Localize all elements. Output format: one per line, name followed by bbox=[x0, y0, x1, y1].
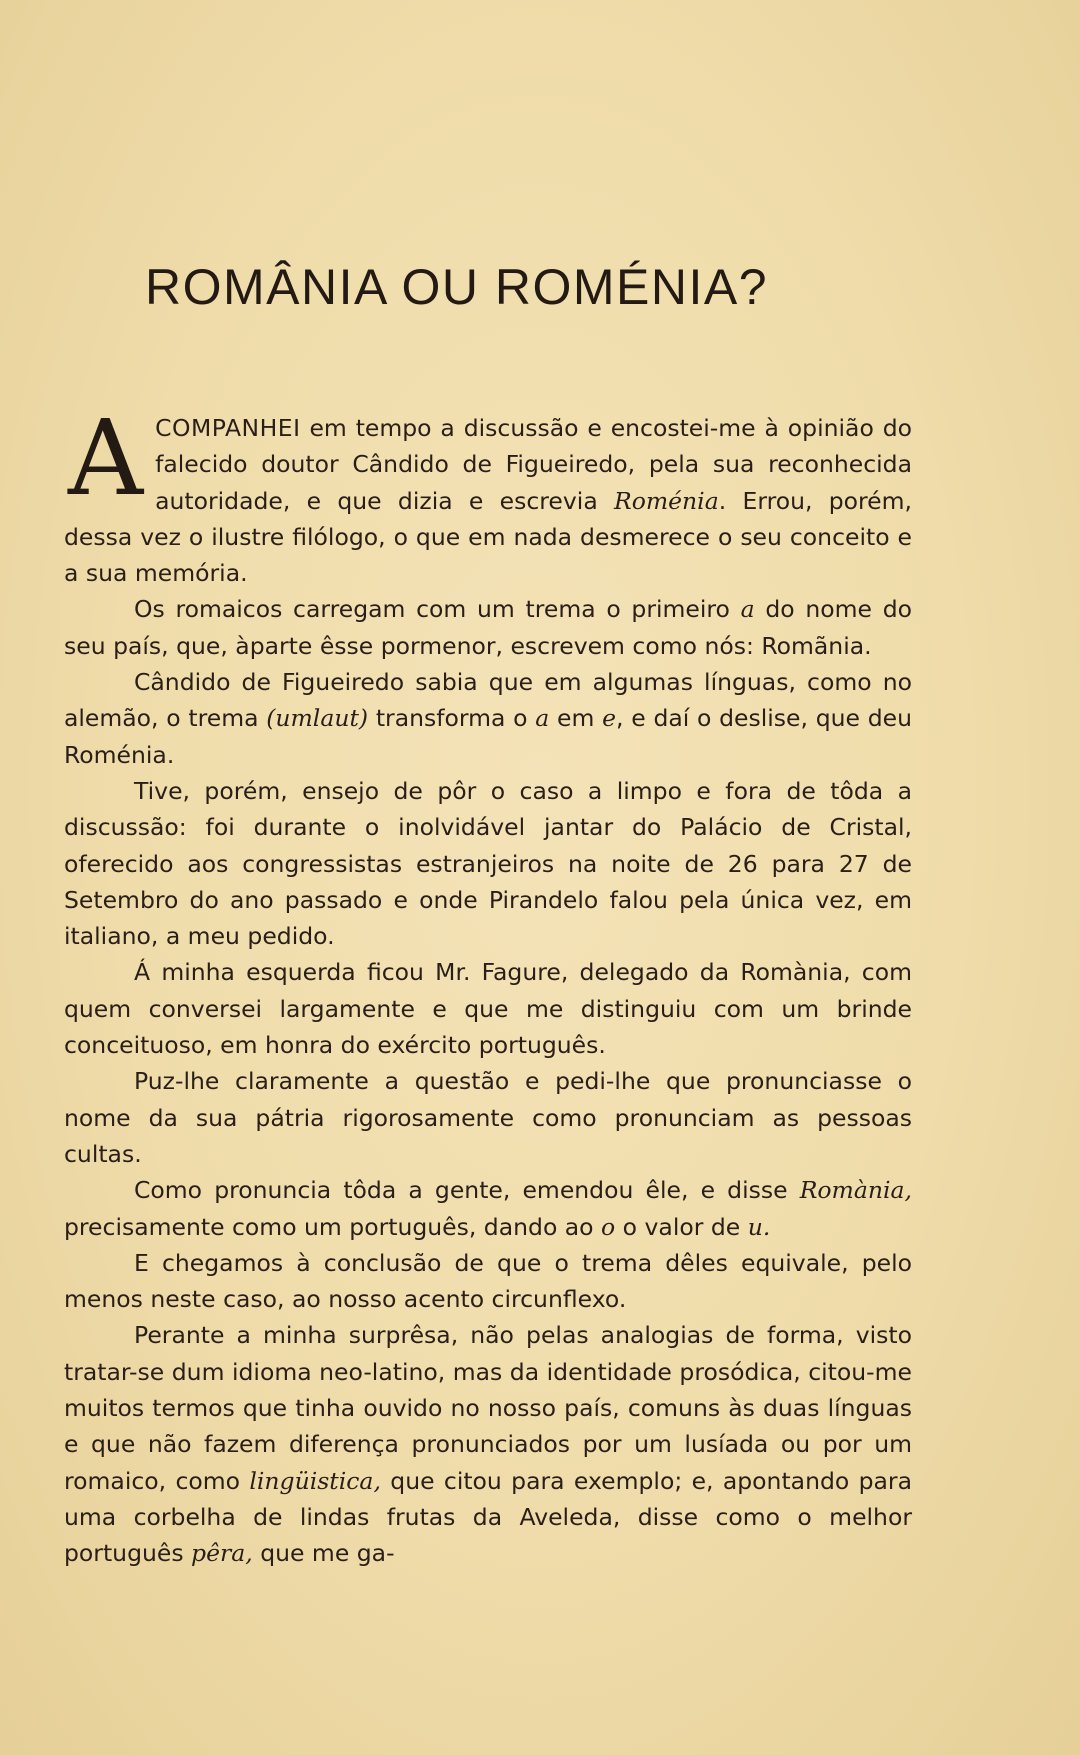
emphasis-umlaut: (umlaut) bbox=[266, 704, 369, 733]
paragraph-1-rest: . Errou, porém, dessa vez o ilustre filólogo, o que em nada desmerece o seu conceito e a sua memória. bbox=[64, 486, 912, 588]
paragraph-1-text: em tempo a discussão e encostei-me à opinião do falecido doutor Cândido de Figueiredo, pela sua reconhecida autoridade, e que dizia e escrevia bbox=[155, 414, 912, 515]
paragraph-9 bbox=[64, 1317, 912, 1571]
lead-word: COMPANHEI bbox=[155, 414, 301, 442]
paragraph-7-part-b: precisamente como um português, dando ao bbox=[64, 1212, 602, 1241]
paragraph-9-part-b: que citou para exemplo; e, apontando para uma corbelha de lindas frutas da Aveleda, disse como o melhor português bbox=[64, 1466, 912, 1568]
emphasis-linguistica: lingüistica, bbox=[249, 1466, 381, 1495]
paragraph-2 bbox=[64, 591, 912, 664]
paragraph-1 bbox=[64, 397, 912, 591]
paragraph-7-part-c: o valor de bbox=[615, 1212, 748, 1241]
emphasis-e-letter: e bbox=[602, 704, 617, 733]
emphasis-romenia: Roménia bbox=[614, 486, 719, 515]
page-title: ROMÂNIA OU ROMÉNIA? bbox=[145, 259, 769, 315]
paragraph-6: Puz-lhe claramente a questão e pedi-lhe que pronunciasse o nome da sua pátria rigorosamente como pronunciam as pessoas cultas. bbox=[64, 1067, 912, 1168]
emphasis-a: a bbox=[740, 595, 755, 624]
emphasis-romania: Romània, bbox=[799, 1176, 912, 1205]
emphasis-a-letter: a bbox=[535, 704, 550, 733]
drop-cap: A bbox=[68, 397, 144, 519]
paragraph-2-part-b: do nome do seu país, que, àparte êsse pormenor, escrevem como nós: Romãnia. bbox=[64, 595, 912, 660]
paragraph-3-part-d: , e daí o deslise, que deu Roménia. bbox=[64, 704, 912, 769]
paragraph-9-part-a: Perante a minha surprêsa, não pelas analogias de forma, visto tratar-se dum idioma neo-latino, mas da identidade prosódica, citou-me muitos termos que tinha ouvido no nosso país, comuns às duas línguas e que não fazem diferença pronunciados por um lusíada ou por um romaico, como bbox=[64, 1321, 912, 1495]
body-text bbox=[64, 397, 912, 1572]
paragraph-3-part-a: Cândido de Figueiredo sabia que em algumas línguas, como no alemão, o trema bbox=[64, 668, 912, 733]
paragraph-3-part-b: transforma o bbox=[368, 704, 536, 733]
paragraph-2-part-a: Os romaicos carregam com um trema o primeiro bbox=[134, 595, 741, 624]
emphasis-u-letter: u. bbox=[747, 1212, 771, 1241]
emphasis-pera: pêra, bbox=[191, 1539, 253, 1568]
paragraph-8: E chegamos à conclusão de que o trema dêles equivale, pelo menos neste caso, ao nosso acento circunflexo. bbox=[64, 1248, 912, 1314]
paragraph-9-part-c: que me ga- bbox=[252, 1539, 395, 1568]
paragraph-5: Á minha esquerda ficou Mr. Fagure, delegado da Romània, com quem conversei largamente e que me distinguiu com um brinde conceituoso, em honra do exército português. bbox=[64, 958, 912, 1060]
emphasis-o-letter: o bbox=[601, 1212, 616, 1241]
paragraph-3 bbox=[64, 664, 912, 773]
paragraph-3-part-c: em bbox=[549, 704, 603, 733]
paragraph-7 bbox=[64, 1172, 912, 1245]
paragraph-4: Tive, porém, ensejo de pôr o caso a limpo e fora de tôda a discussão: foi durante o inolvidável jantar do Palácio de Cristal, oferecido aos congressistas estranjeiros na noite de 26 para 27 de Setembro do ano passado e onde Pirandelo falou pela única vez, em italiano, a meu pedido. bbox=[64, 776, 912, 951]
paragraph-7-part-a: Como pronuncia tôda a gente, emendou êle, e disse bbox=[134, 1176, 800, 1205]
